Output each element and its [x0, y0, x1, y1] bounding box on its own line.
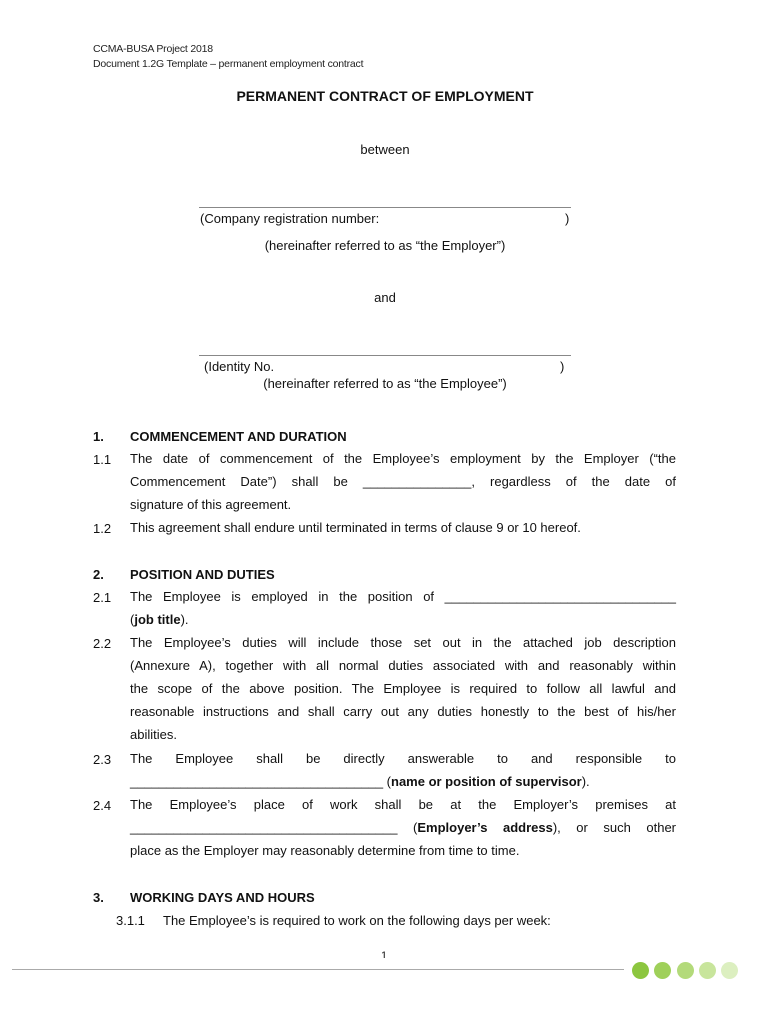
and-text: and — [374, 290, 396, 305]
header-document: Document 1.2G Template – permanent employment contract — [93, 58, 364, 70]
clause-3-1-1-text: The Employee’s is required to work on the following days per week: — [163, 913, 551, 928]
clause-2-2-text — [130, 631, 676, 746]
clause-2-2-line-4: reasonable instructions and shall carry out any duties honestly to the best of his/her — [130, 704, 676, 719]
footer-dot-2-icon — [654, 962, 671, 979]
clause-2-4-number: 2.4 — [93, 798, 112, 813]
section-3-number: 3. — [93, 890, 104, 905]
clause-2-3-close: ). — [581, 774, 590, 789]
section-3-heading: WORKING DAYS AND HOURS — [130, 890, 315, 905]
clause-2-4-line-2 — [130, 816, 676, 839]
employer-name-line — [199, 207, 571, 208]
clause-1-2-line-1: This agreement shall endure until terminated in terms of clause 9 or 10 hereof. — [130, 520, 581, 535]
clause-3-1-1-number: 3.1.1 — [116, 913, 145, 928]
clause-2-2-line-2: (Annexure A), together with all normal duties associated with and reasonably within — [130, 658, 676, 673]
clause-2-2-line-5: abilities. — [130, 727, 177, 742]
page-title: PERMANENT CONTRACT OF EMPLOYMENT — [236, 88, 534, 104]
identity-number-close: ) — [560, 359, 565, 374]
clause-2-4-line-3: place as the Employer may reasonably determine from time to time. — [130, 843, 520, 858]
clause-2-4-line-1: The Employee’s place of work shall be at the Employer’s premises at — [130, 797, 676, 812]
footer-dot-4-icon — [699, 962, 716, 979]
clause-1-2-number: 1.2 — [93, 521, 112, 536]
clause-1-1-line-2: Commencement Date”) shall be _______________, regardless of the date of — [130, 474, 676, 489]
clause-2-4-text — [130, 793, 676, 862]
clause-2-4-post: ), or such other — [552, 820, 676, 835]
clause-2-1-line-2 — [130, 608, 676, 631]
clause-2-2-line-1: The Employee’s duties will include those set out in the attached job description — [130, 635, 676, 650]
clause-2-3-line-2 — [130, 770, 676, 793]
supervisor-field-label: name or position of supervisor — [391, 774, 582, 789]
clause-2-2-number: 2.2 — [93, 636, 112, 651]
clause-2-3-number: 2.3 — [93, 752, 112, 767]
clause-2-3-text — [130, 747, 676, 793]
employee-name-line — [199, 355, 571, 356]
clause-2-3-line-1: The Employee shall be directly answerable to and responsible to — [130, 751, 676, 766]
page-number: 1 — [381, 950, 388, 958]
clause-1-2-text — [130, 516, 676, 539]
section-1-number: 1. — [93, 429, 104, 444]
clause-2-1-close: ). — [180, 612, 189, 627]
clause-1-1-line-1: The date of commencement of the Employee’s employment by the Employer (“the — [130, 451, 676, 466]
job-title-field-label: job title — [134, 612, 181, 627]
clause-1-1-number: 1.1 — [93, 452, 112, 467]
clause-1-1-text — [130, 447, 676, 516]
company-registration-label: (Company registration number: — [200, 211, 380, 226]
section-1-heading: COMMENCEMENT AND DURATION — [130, 429, 347, 444]
clause-2-1-line-1: The Employee is employed in the position of ________________________________ — [130, 589, 676, 604]
section-2-number: 2. — [93, 567, 104, 582]
section-2-heading: POSITION AND DUTIES — [130, 567, 275, 582]
footer-dot-5-icon — [721, 962, 738, 979]
clause-2-2-line-3: the scope of the above position. The Employee is required to follow all lawful and — [130, 681, 676, 696]
employer-address-field-label: Employer’s address — [417, 820, 553, 835]
between-text: between — [360, 142, 410, 157]
company-registration-close: ) — [565, 211, 570, 226]
clause-2-1-open: ( — [130, 612, 135, 627]
employee-referred-text: (hereinafter referred to as “the Employee”) — [263, 376, 507, 391]
clause-2-1-text — [130, 585, 676, 631]
address-blank: _____________________________________ ( — [130, 820, 418, 835]
footer-rule — [12, 969, 624, 970]
header-project: CCMA-BUSA Project 2018 — [93, 43, 213, 55]
clause-2-1-number: 2.1 — [93, 590, 112, 605]
footer-dot-3-icon — [677, 962, 694, 979]
footer-dot-1-icon — [632, 962, 649, 979]
clause-1-1-line-3: signature of this agreement. — [130, 497, 292, 512]
supervisor-blank: ___________________________________ ( — [130, 774, 391, 789]
employer-referred-text: (hereinafter referred to as “the Employer”) — [264, 238, 506, 253]
identity-number-label: (Identity No. — [204, 359, 275, 374]
